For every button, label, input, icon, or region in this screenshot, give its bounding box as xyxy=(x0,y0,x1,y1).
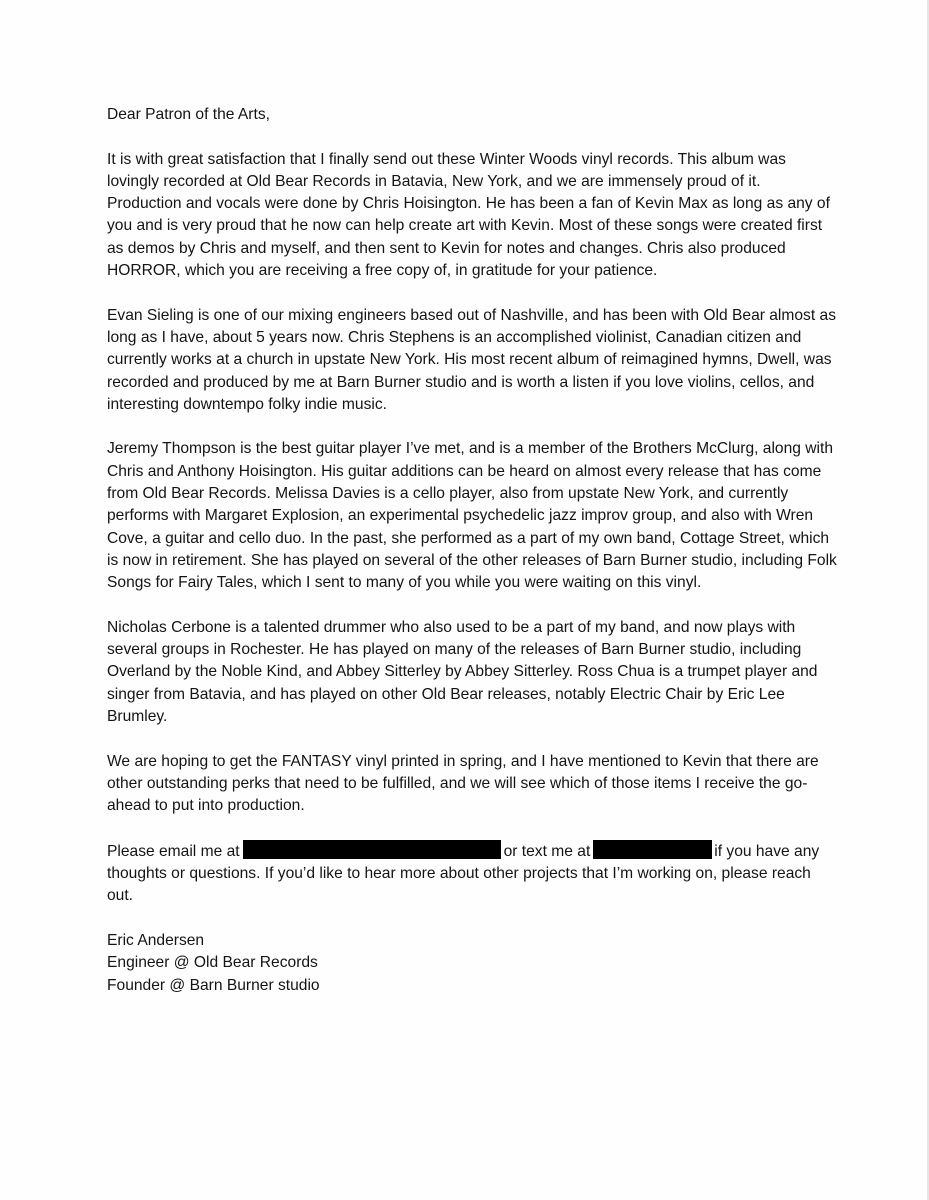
paragraph-contact xyxy=(107,840,837,908)
paragraph-album: It is with great satisfaction that I finally send out these Winter Woods vinyl records. This album was lovingly recorded at Old Bear Records in Batavia, New York, and we are immensely proud of it. Production and vocals were done by Chris Hoisington. He has been a fan of Kevin Max as long as any of you and is very proud that he now can help create art with Kevin. Most of these songs were created first as demos by Chris and myself, and then sent to Kevin for notes and changes. Chris also produced HORROR, which you are receiving a free copy of, in gratitude for your patience. xyxy=(107,150,830,280)
signature-name: Eric Andersen xyxy=(107,931,205,949)
contact-email-prompt: Please email me at xyxy=(107,842,240,860)
paragraph-engineers: Evan Sieling is one of our mixing engineers based out of Nashville, and has been with Old Bear almost as long as I have, about 5 years now. Chris Stephens is an accomplished violinist, Canadian citizen and currently works at a church in upstate New York. His most recent album of reimagined hymns, Dwell, was recorded and produced by me at Barn Burner studio and is worth a listen if you love violins, cellos, and interesting downtempo folky indie music. xyxy=(107,306,836,413)
paragraph-musicians: Jeremy Thompson is the best guitar player I’ve met, and is a member of the Brothers McClurg, along with Chris and Anthony Hoisington. His guitar additions can be heard on almost every release that has come from Old Bear Records. Melissa Davies is a cello player, also from upstate New York, and currently performs with Margaret Explosion, an experimental psychedelic jazz improv group, and also with Wren Cove, a guitar and cello duo. In the past, she performed as a part of my own band, Cottage Street, which is now in retirement. She has played on several of the other releases of Barn Burner studio, including Folk Songs for Fairy Tales, which I sent to many of you while you were waiting on this vinyl. xyxy=(107,440,837,592)
salutation: Dear Patron of the Arts, xyxy=(107,106,270,123)
paragraph-drummer: Nicholas Cerbone is a talented drummer who also used to be a part of my band, and now plays with several groups in Rochester. He has played on many of the releases of Barn Burner studio, including Overland by the Noble Kind, and Abbey Sitterley by Abbey Sitterley. Ross Chua is a trumpet player and singer from Batavia, and has played on other Old Bear releases, notably Electric Chair by Eric Lee Brumley. xyxy=(107,618,818,726)
letter-body xyxy=(107,104,837,997)
redacted-email xyxy=(243,840,501,859)
redacted-phone xyxy=(593,840,712,859)
paragraph-future: We are hoping to get the FANTASY vinyl printed in spring, and I have mentioned to Kevin that there are other outstanding perks that need to be fulfilled, and we will see which of those items I receive the go-ahead to put into production. xyxy=(107,752,819,815)
signature-title-founder: Founder @ Barn Burner studio xyxy=(107,976,320,994)
contact-text-prompt: or text me at xyxy=(503,842,591,860)
signature-block xyxy=(107,930,837,997)
signature-title-engineer: Engineer @ Old Bear Records xyxy=(107,954,318,972)
contact-closing: if you have any thoughts or questions. If you’d like to hear more about other projects that I’m working on, please reach out. xyxy=(107,842,820,905)
